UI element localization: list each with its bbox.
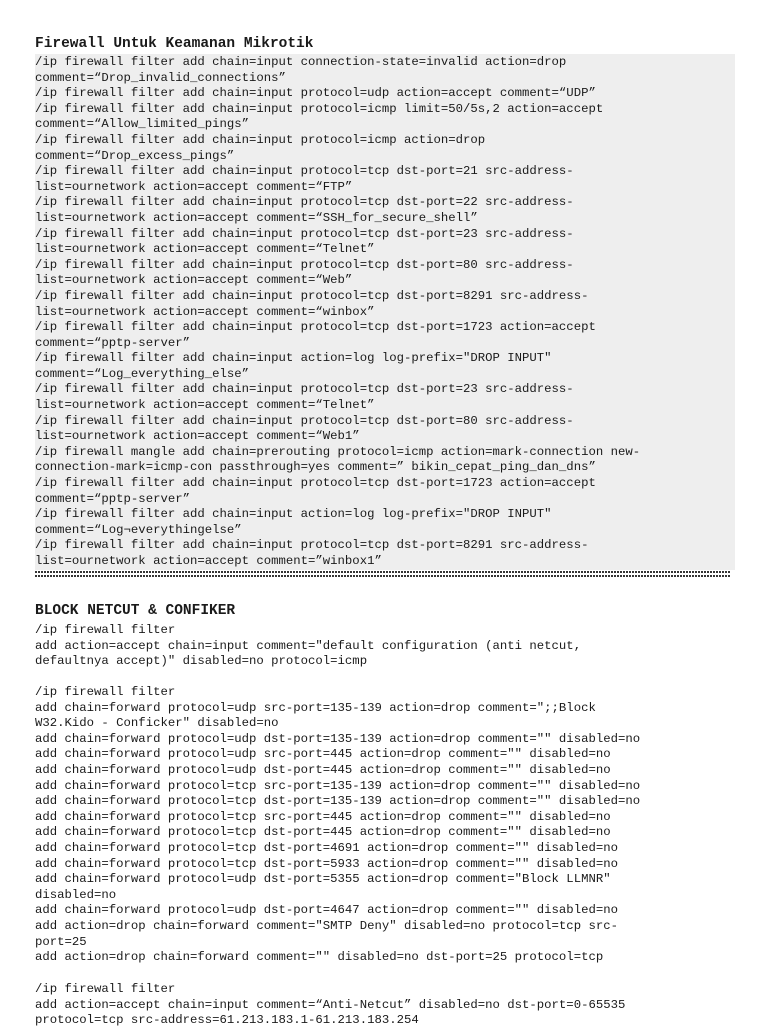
code-line: defaultnya accept)" disabled=no protocol=icmp: [35, 654, 368, 669]
separator-rule: [35, 571, 730, 577]
code-line: port=25: [35, 934, 87, 949]
code-line: list=ournetwork action=accept comment=“Web”: [35, 273, 353, 288]
code-line: comment=“Log_everything_else”: [35, 366, 250, 381]
code-line: add action=accept chain=input comment="default configuration (anti netcut,: [35, 638, 582, 653]
code-line: comment=“pptp-server”: [35, 491, 190, 506]
anti-netcut-block: [35, 982, 735, 1029]
code-line: add chain=forward protocol=udp src-port=445 action=drop comment="" disabled=no: [35, 747, 611, 762]
code-line: /ip firewall filter add chain=input connection-state=invalid action=drop: [35, 55, 567, 69]
code-line: /ip firewall filter add chain=input protocol=tcp dst-port=8291 src-address-: [35, 538, 589, 553]
code-line: add chain=forward protocol=tcp dst-port=135-139 action=drop comment="" disabled=no: [35, 794, 641, 809]
code-line: add action=drop chain=forward comment="" disabled=no dst-port=25 protocol=tcp: [35, 950, 604, 965]
code-line: /ip firewall filter add chain=input protocol=tcp dst-port=1723 action=accept: [35, 320, 596, 335]
code-line: comment=“Drop_excess_pings”: [35, 148, 235, 163]
code-line: add chain=forward protocol=tcp dst-port=4691 action=drop comment="" disabled=no: [35, 840, 618, 855]
code-line: /ip firewall filter: [35, 685, 176, 699]
code-line: /ip firewall filter add chain=input protocol=icmp action=drop: [35, 132, 486, 147]
code-line: list=ournetwork action=accept comment=”winbox1”: [35, 554, 382, 568]
code-line: disabled=no: [35, 887, 117, 902]
code-line: add chain=forward protocol=tcp dst-port=445 action=drop comment="" disabled=no: [35, 825, 611, 840]
code-line: comment=“Allow_limited_pings”: [35, 117, 250, 132]
code-line: /ip firewall filter add chain=input protocol=tcp dst-port=21 src-address-: [35, 164, 574, 179]
code-line: list=ournetwork action=accept comment=“Web1”: [35, 429, 360, 444]
code-line: add chain=forward protocol=udp src-port=135-139 action=drop comment=";;Block: [35, 700, 596, 715]
code-line: W32.Kido - Conficker" disabled=no: [35, 716, 279, 731]
code-line: list=ournetwork action=accept comment=“Telnet”: [35, 242, 375, 257]
code-line: list=ournetwork action=accept comment=“winbox”: [35, 304, 375, 319]
code-line: add chain=forward protocol=tcp dst-port=5933 action=drop comment="" disabled=no: [35, 856, 618, 871]
code-line: add chain=forward protocol=udp dst-port=135-139 action=drop comment="" disabled=no: [35, 731, 641, 746]
section-title-firewall: Firewall Untuk Keamanan Mikrotik: [35, 36, 314, 52]
code-line: add chain=forward protocol=udp dst-port=445 action=drop comment="" disabled=no: [35, 762, 611, 777]
code-line: add action=accept chain=input comment=“Anti-Netcut” disabled=no dst-port=0-65535: [35, 997, 626, 1012]
code-line: /ip firewall filter: [35, 982, 176, 996]
code-line: connection-mark=icmp-con passthrough=yes comment=” bikin_cepat_ping_dan_dns”: [35, 460, 596, 475]
code-line: add chain=forward protocol=udp dst-port=4647 action=drop comment="" disabled=no: [35, 903, 618, 918]
code-line: comment=“Drop_invalid_connections”: [35, 70, 286, 85]
code-line: /ip firewall filter add chain=input protocol=tcp dst-port=80 src-address-: [35, 413, 574, 428]
code-line: comment=“Log¬everythingelse”: [35, 522, 242, 537]
code-line: add chain=forward protocol=udp dst-port=5355 action=drop comment="Block LLMNR": [35, 872, 611, 887]
firewall-code-block: [35, 54, 735, 570]
code-line: /ip firewall mangle add chain=prerouting protocol=icmp action=mark-connection new-: [35, 444, 641, 459]
code-line: list=ournetwork action=accept comment=“Telnet”: [35, 398, 375, 413]
code-line: /ip firewall filter add chain=input protocol=udp action=accept comment=“UDP”: [35, 86, 596, 101]
code-line: add chain=forward protocol=tcp src-port=445 action=drop comment="" disabled=no: [35, 809, 611, 824]
code-line: list=ournetwork action=accept comment=“FTP”: [35, 179, 353, 194]
code-line: /ip firewall filter add chain=input action=log log-prefix="DROP INPUT": [35, 507, 552, 522]
code-line: /ip firewall filter add chain=input protocol=tcp dst-port=1723 action=accept: [35, 476, 596, 491]
code-line: add action=drop chain=forward comment="SMTP Deny" disabled=no protocol=tcp src-: [35, 918, 618, 933]
conficker-block: [35, 685, 735, 966]
code-line: /ip firewall filter add chain=input protocol=tcp dst-port=22 src-address-: [35, 195, 574, 210]
code-line: /ip firewall filter: [35, 623, 176, 637]
code-line: list=ournetwork action=accept comment=“SSH_for_secure_shell”: [35, 210, 478, 225]
section-title-netcut: BLOCK NETCUT & CONFIKER: [35, 603, 236, 619]
netcut-block-1: [35, 623, 735, 670]
code-line: /ip firewall filter add chain=input action=log log-prefix="DROP INPUT": [35, 351, 552, 366]
code-line: /ip firewall filter add chain=input protocol=tcp dst-port=80 src-address-: [35, 257, 574, 272]
code-line: /ip firewall filter add chain=input protocol=icmp limit=50/5s,2 action=accept: [35, 101, 604, 116]
code-line: add chain=forward protocol=tcp src-port=135-139 action=drop comment="" disabled=no: [35, 778, 641, 793]
code-line: /ip firewall filter add chain=input protocol=tcp dst-port=8291 src-address-: [35, 288, 589, 303]
code-line: /ip firewall filter add chain=input protocol=tcp dst-port=23 src-address-: [35, 226, 574, 241]
code-line: /ip firewall filter add chain=input protocol=tcp dst-port=23 src-address-: [35, 382, 574, 397]
code-line: protocol=tcp src-address=61.213.183.1-61.213.183.254: [35, 1013, 419, 1028]
code-line: comment=“pptp-server”: [35, 335, 190, 350]
